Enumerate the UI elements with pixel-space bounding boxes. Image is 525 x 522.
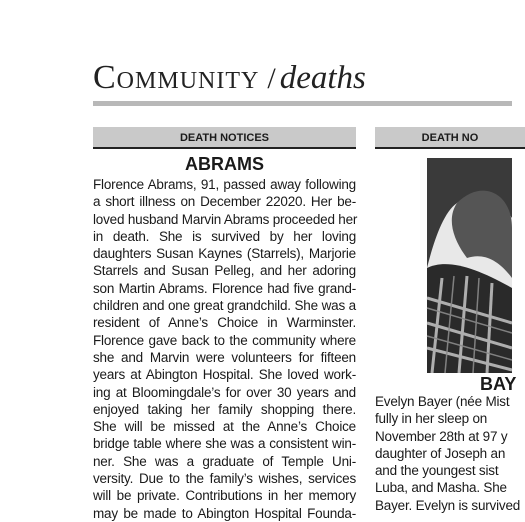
text-line: Luba, and Masha. She — [375, 480, 507, 496]
text-line: daughters Susan Kaynes (Starrels), Marjorie — [93, 246, 356, 262]
text-line: She will be missed at the Anne’s Choice — [93, 419, 356, 435]
text-line: fully in her sleep on — [375, 411, 488, 427]
text-line: she and Marvin were volunteers for fifteen — [93, 349, 356, 365]
text-line: and the youngest sist — [375, 463, 499, 479]
text-line: years at Abington Hospital. She loved work- — [93, 367, 356, 383]
section-title: Community — [93, 59, 260, 96]
obituary-body-text — [93, 176, 358, 521]
text-line: daughter of Joseph an — [375, 445, 506, 461]
obituary-name-heading-2: BAY — [480, 374, 517, 394]
subsection-title: deaths — [279, 60, 366, 96]
text-line: will be private. Contributions in her memory — [93, 488, 356, 504]
text-line: November 28th at 97 y — [375, 428, 508, 444]
masthead-rule — [93, 101, 512, 106]
text-line: ing at Bloomingdale’s for over 30 years and — [93, 384, 356, 400]
left-column-header: DEATH NOTICES — [93, 127, 356, 149]
text-line: Bayer. Evelyn is survived — [375, 497, 521, 513]
text-line: ner. She was a graduate of Temple Uni- — [93, 453, 356, 469]
right-column-header: DEATH NO — [375, 127, 525, 149]
text-line: Starrels and Susan Pelleg, and her adoring — [93, 263, 356, 279]
text-line: versity. Due to the family’s wishes, services — [93, 471, 356, 487]
text-line: resident of Anne’s Choice in Warminster. — [93, 315, 356, 331]
section-masthead — [93, 58, 366, 98]
text-line: children and one great grandchild. She was a — [93, 298, 356, 314]
text-line: a short illness on December 22020. Her be- — [93, 194, 356, 210]
obituary-body-text-2 — [375, 393, 521, 513]
obituary-name-heading: ABRAMS — [185, 154, 264, 174]
text-line: may be made to Abington Hospital Founda- — [93, 505, 356, 521]
masthead-separator: / — [267, 62, 276, 95]
text-line: enjoyed taking her family shopping there. — [93, 401, 356, 417]
obituary-photo — [427, 158, 512, 373]
text-line: Florence gave back to the community where — [93, 332, 356, 348]
text-line: Evelyn Bayer (née Mist — [375, 394, 510, 409]
text-line: Florence Abrams, 91, passed away following — [93, 177, 356, 192]
text-line: son Martin Abrams. Florence had five grand- — [93, 280, 356, 296]
text-line: bridge table where she was a consistent win- — [93, 436, 356, 452]
text-line: loved husband Marvin Abrams proceeded her — [93, 211, 358, 227]
text-line: in death. She is survived by her loving — [93, 228, 356, 244]
